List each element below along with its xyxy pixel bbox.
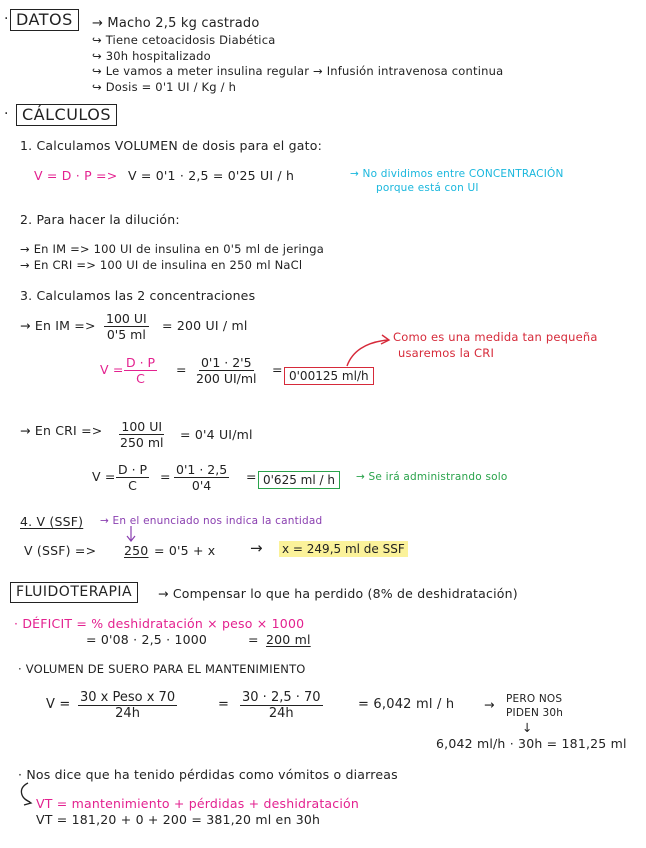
step1-formula: V = 0'1 · 2,5 = 0'25 UI / h [128,168,295,183]
step3-im-fraction [104,311,149,342]
step3-im-calc-fraction [194,355,259,386]
step3-cri-calc-fraction [174,462,229,493]
step4-arrow: → [250,539,263,557]
deficit-line2: = 0'08 · 2,5 · 1000 [86,632,208,647]
calc-line: 6,042 ml/h · 30h = 181,25 ml [436,736,627,751]
volumen-title: · VOLUMEN DE SUERO PARA EL MANTENIMIENTO [18,662,306,676]
deficit-line1: · DÉFICIT = % deshidratación × peso × 1000 [14,616,305,631]
step3-cri-calc-num: 0'1 · 2,5 [176,462,228,477]
step3-cri-result: = 0'4 UI/ml [180,427,253,442]
volumen-eq: = [218,697,230,712]
step1-note-line1: → No dividimos entre CONCENTRACIÓN [350,168,564,180]
volumen-calc-fraction [240,690,323,721]
step3-cri-v-label: V = [92,469,116,484]
step3-im-v-label: V = [100,362,124,377]
step3-im-eq2: = [272,362,283,377]
step3-cri-prefix: → En CRI => [20,423,103,438]
step3-cri-fraction [118,419,165,450]
volumen-den: 24h [115,706,140,721]
step1-title: 1. Calculamos VOLUMEN de dosis para el gato: [20,138,322,153]
pero-arrow: → [484,697,495,712]
step3-title: 3. Calculamos las 2 concentraciones [20,288,256,303]
volumen-calc-den: 24h [268,706,294,721]
calc-arrow: ↓ [522,720,533,735]
fluido-heading: FLUIDOTERAPIA [10,582,138,603]
perdidas-line: · Nos dice que ha tenido pérdidas como vómitos o diarreas [18,767,398,782]
deficit-result: 200 ml [266,632,311,647]
volumen-v-label: V = [46,697,71,712]
vt-pink: VT = mantenimiento + pérdidas + deshidratación [36,796,360,811]
step3-cri-boxed: 0'625 ml / h [258,471,340,489]
step3-cri-note: → Se irá administrando solo [356,471,508,483]
step1-note-line2: porque está con UI [376,182,479,194]
deficit-eq: = [248,632,259,647]
step3-im-num: 100 UI [106,311,147,326]
step3-cri-num: 100 UI [121,419,163,434]
calculos-heading: CÁLCULOS [16,104,117,126]
volumen-fraction [78,690,177,721]
datos-item-2: ↪ Tiene cetoacidosis Diabética [92,33,276,47]
step3-im-calc-num: 0'1 · 2'5 [200,355,252,370]
step4-formula-left: V (SSF) => [24,543,97,558]
step4-highlight: x = 249,5 ml de SSF [279,541,408,557]
fluido-subtitle: → Compensar lo que ha perdido (8% de deshidratación) [158,586,518,601]
pero-line1: PERO NOS [506,693,563,705]
datos-heading: DATOS [10,9,79,31]
step3-im-calc-den: 200 UI/ml [196,371,257,386]
datos-item-5: ↪ Dosis = 0'1 UI / Kg / h [92,80,237,94]
step3-cri-v-fraction [116,462,149,493]
datos-item-3: ↪ 30h hospitalizado [92,49,211,63]
step3-cri-v-den: C [128,478,137,493]
step3-cri-eq2: = [246,469,257,484]
step3-im-v-fraction [124,355,157,386]
datos-item-4: ↪ Le vamos a meter insulina regular → Infusión intravenosa continua [92,64,504,78]
volumen-calc-num: 30 · 2,5 · 70 [242,690,321,705]
step3-im-prefix: → En IM => [20,318,96,333]
step4-formula-num: 250 [124,543,149,558]
step3-im-v-den: C [136,371,145,386]
step2-line2: → En CRI => 100 UI de insulina en 250 ml NaCl [20,258,303,272]
vt-line: VT = 181,20 + 0 + 200 = 381,20 ml en 30h [36,812,321,827]
step3-im-note-line1: Como es una medida tan pequeña [393,330,598,344]
step2-line1: → En IM => 100 UI de insulina en 0'5 ml de jeringa [20,242,325,256]
step3-im-v-num: D · P [126,355,156,370]
pero-line2: PIDEN 30h [506,707,564,719]
step3-cri-eq: = [160,469,171,484]
step1-formula-pink: V = D · P => [34,168,118,183]
bullet-dot: · [4,106,9,122]
step3-cri-calc-den: 0'4 [191,478,212,493]
step3-im-den: 0'5 ml [106,327,146,342]
step3-im-boxed: 0'00125 ml/h [284,367,374,385]
step3-im-eq: = [176,362,187,377]
step3-im-result: = 200 UI / ml [162,318,248,333]
volumen-num: 30 x Peso x 70 [80,690,176,705]
step4-formula-rest: = 0'5 + x [154,543,216,558]
step4-note: → En el enunciado nos indica la cantidad [100,515,323,527]
step2-title: 2. Para hacer la dilución: [20,212,180,227]
bullet-dot: · [4,11,9,27]
volumen-result: = 6,042 ml / h [358,697,455,712]
datos-item-1: → Macho 2,5 kg castrado [92,16,260,31]
step3-cri-den: 250 ml [120,435,164,450]
step3-im-note-line2: usaremos la CRI [398,346,495,360]
step4-title: 4. V (SSF) [20,514,84,529]
step3-cri-v-num: D · P [118,462,148,477]
